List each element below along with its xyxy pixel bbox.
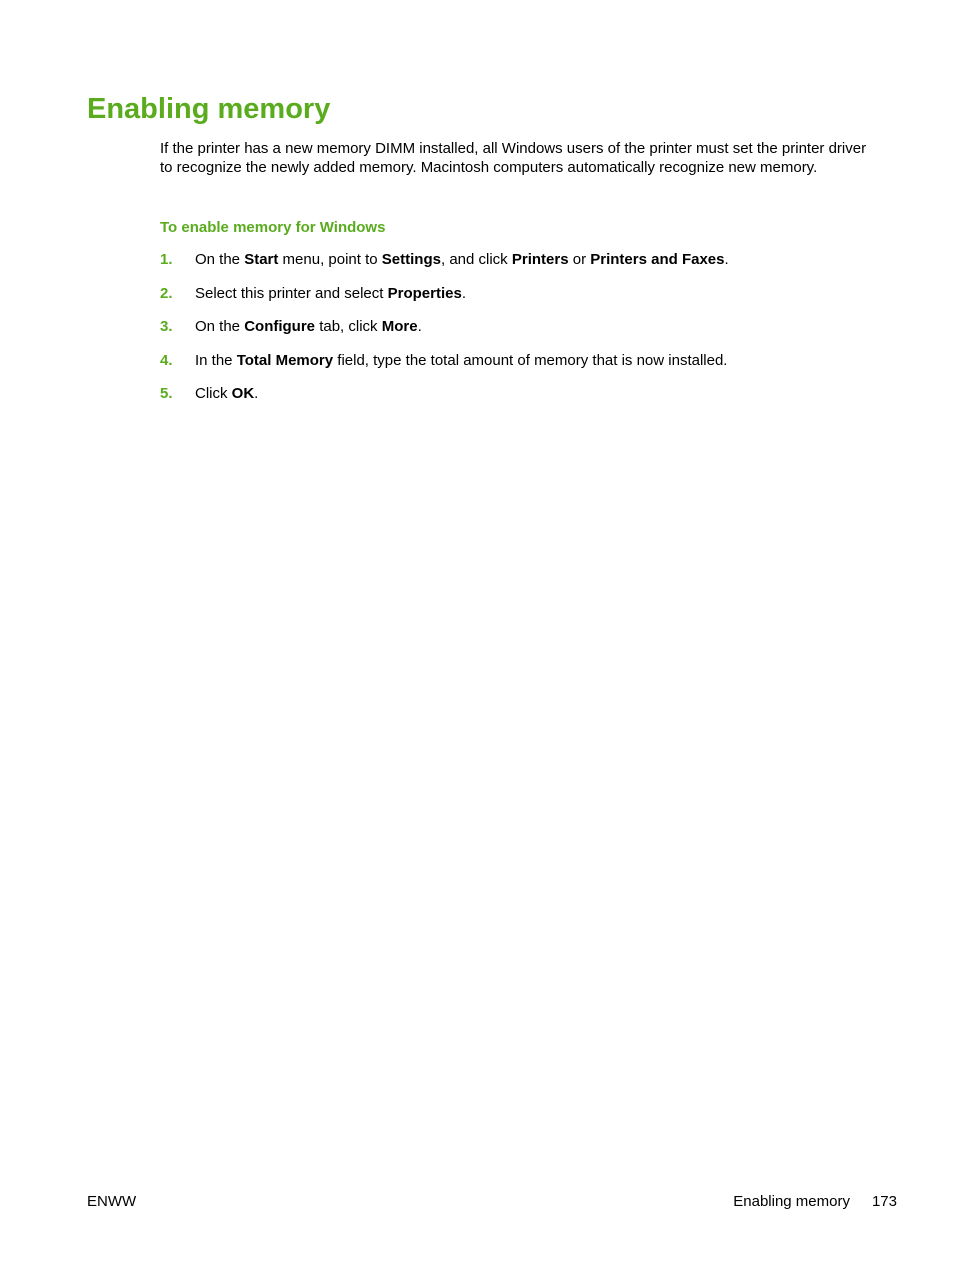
footer-section-info	[733, 1192, 897, 1211]
ui-term-configure: Configure	[244, 318, 316, 336]
steps-list	[160, 250, 900, 418]
ui-term-settings: Settings	[381, 251, 441, 268]
step-text: On the Start menu, point to Settings, and click Printers or Printers and Faxes.	[195, 251, 729, 268]
footer-publication-code: ENWW	[87, 1193, 137, 1210]
step-4	[160, 351, 900, 370]
step-text: On the Configure tab, click More.	[195, 318, 422, 336]
step-5	[160, 384, 900, 403]
step-number: 3.	[160, 318, 173, 336]
step-text: In the Total Memory field, type the total amount of memory that is now installed.	[195, 351, 728, 369]
ui-term-printers-and-faxes: Printers and Faxes	[590, 251, 725, 268]
step-3	[160, 317, 900, 336]
step-number: 1.	[160, 251, 173, 268]
ui-term-ok: OK	[231, 385, 255, 403]
step-text: Click OK.	[195, 385, 259, 403]
ui-term-properties: Properties	[387, 284, 462, 302]
step-number: 4.	[160, 351, 173, 369]
step-text: Select this printer and select Properties.	[195, 284, 466, 302]
footer-page-number: 173	[871, 1193, 897, 1210]
procedure-heading: To enable memory for Windows	[160, 219, 386, 236]
step-number: 2.	[160, 284, 173, 302]
ui-term-more: More	[381, 318, 418, 336]
intro-paragraph: If the printer has a new memory DIMM installed, all Windows users of the printer must set the printer driver to recognize the newly added memory. Macintosh computers automatically recognize new memory.	[160, 140, 867, 177]
step-2	[160, 284, 900, 303]
step-number: 5.	[160, 385, 173, 403]
step-1	[160, 250, 900, 269]
ui-term-total-memory: Total Memory	[236, 351, 334, 369]
footer-section-title: Enabling memory	[733, 1193, 850, 1210]
ui-term-start: Start	[244, 251, 279, 268]
page-title: Enabling memory	[87, 93, 331, 125]
ui-term-printers: Printers	[511, 251, 569, 268]
